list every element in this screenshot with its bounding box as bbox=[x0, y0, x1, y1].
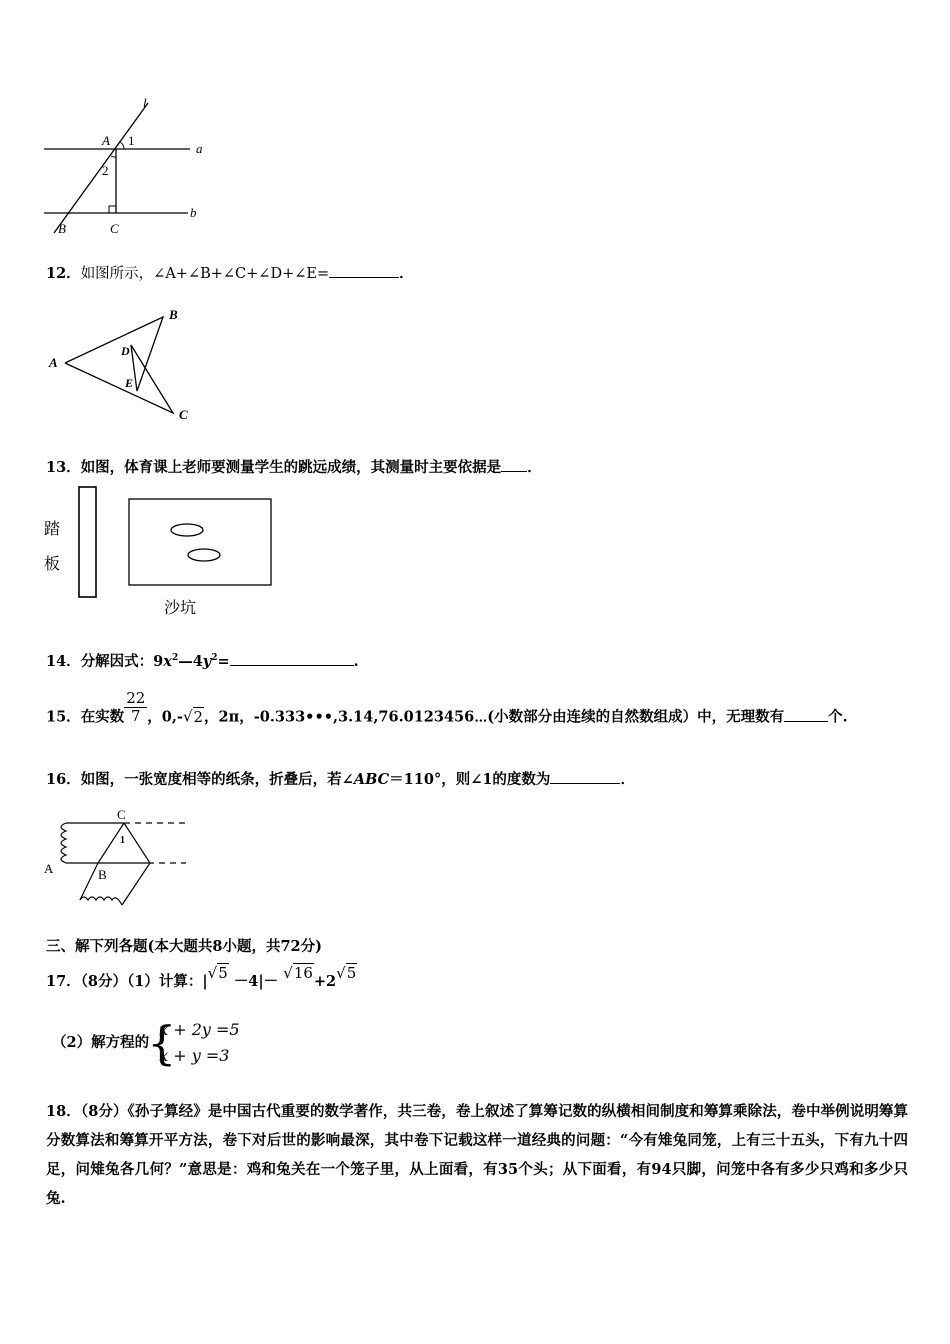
sqrt-5-b: √5 bbox=[336, 964, 357, 982]
question-14-minus: —4 bbox=[178, 653, 203, 670]
label-A: A bbox=[102, 133, 110, 148]
question-18: 18．（8分）《孙子算经》是中国古代重要的数学著作，共三卷，卷上叙述了算筹记数的纵横相间制度和筹算乘除法，卷中举例说明筹算分数算法和筹算开平方法，卷下对后世的影响最深，其中卷下记载这样一道经典的问题：“今有雉兔同笼，上有三十五头，下有九十四足，问雉兔各几何？”意思是：鸡和兔关在一个笼子里，从上面看，有35个头；从下面看，有94只脚，问笼中各有多少只鸡和多少只兔. bbox=[46, 1103, 908, 1207]
board-label-2: 板 bbox=[44, 554, 61, 573]
question-12-end: ． bbox=[399, 265, 414, 282]
label-C: C bbox=[110, 221, 119, 236]
figure-folded-strip bbox=[40, 805, 190, 913]
question-16-text-mid: ＝110°，则∠1的度数为 bbox=[389, 771, 551, 788]
exp-x: 2 bbox=[171, 653, 179, 664]
answer-blank-15[interactable] bbox=[784, 707, 828, 722]
question-16-number: 16． bbox=[46, 771, 81, 788]
equation-2: x + y =3 bbox=[159, 1046, 230, 1065]
question-14-number: 14． bbox=[46, 653, 81, 670]
answer-blank-16[interactable] bbox=[550, 769, 620, 784]
folded-part-2 bbox=[80, 823, 124, 900]
label-a: a bbox=[196, 141, 203, 156]
question-17-part2-label: （2）解方程的 bbox=[52, 1034, 150, 1051]
label-B: B bbox=[58, 221, 66, 236]
answer-blank-13[interactable] bbox=[501, 457, 527, 472]
label-B: B bbox=[98, 867, 107, 882]
question-14-end: . bbox=[353, 653, 359, 670]
left-brace: { bbox=[147, 1016, 177, 1070]
equation-system bbox=[149, 1017, 240, 1069]
sqrt-16-radicand: 16 bbox=[293, 964, 313, 982]
angle-2-arc bbox=[111, 156, 116, 157]
question-13-number: 13． bbox=[46, 459, 81, 476]
var-y: y bbox=[202, 653, 212, 670]
label-A: A bbox=[49, 355, 58, 370]
figure-star-angles bbox=[45, 305, 205, 425]
question-17-part1: （8分）（1）计算：| bbox=[80, 973, 208, 990]
angle-1-arc bbox=[120, 142, 124, 149]
question-13-end: ． bbox=[527, 459, 542, 476]
figure-long-jump bbox=[76, 485, 276, 601]
sqrt-16: √16 bbox=[283, 964, 313, 982]
question-13 bbox=[46, 456, 542, 477]
question-13-text: 如图，体育课上老师要测量学生的跳远成绩，其测量时主要依据是 bbox=[80, 459, 502, 476]
shape-a-b-e-d-c-a bbox=[65, 317, 173, 413]
question-14 bbox=[46, 650, 359, 671]
question-12-number: 12． bbox=[46, 265, 81, 282]
sqrt-5-b-radicand: 5 bbox=[346, 964, 357, 982]
folded-part bbox=[122, 823, 150, 905]
question-15-text: 在实数 bbox=[80, 708, 125, 726]
label-C: C bbox=[117, 807, 126, 822]
label-A: A bbox=[44, 861, 54, 876]
question-16 bbox=[46, 768, 635, 789]
label-C: C bbox=[179, 407, 188, 422]
question-15-seq1: ，0,- bbox=[147, 708, 183, 726]
footprint-2 bbox=[188, 549, 220, 561]
strip-left-torn-edge bbox=[61, 823, 66, 863]
question-17-part2 bbox=[52, 1017, 240, 1069]
question-15-end: 个. bbox=[828, 708, 848, 726]
sqrt-5-a: √5 bbox=[207, 964, 228, 982]
question-17-minus-4: －4|－ bbox=[233, 973, 279, 990]
label-2: 2 bbox=[102, 163, 109, 178]
equation-1: x + 2y =5 bbox=[159, 1020, 240, 1039]
takeoff-board bbox=[79, 487, 96, 597]
question-12 bbox=[46, 262, 414, 283]
question-15-seq2: ，2π，-0.333•••,3.14,76.0123456⋯(小数部分由连续的自然数组成）中，无理数有 bbox=[204, 708, 785, 726]
question-15-number: 15． bbox=[46, 708, 81, 726]
label-1: 1 bbox=[128, 133, 135, 148]
sand-pit bbox=[129, 499, 271, 585]
question-17 bbox=[46, 964, 357, 991]
angle-abc: ABC bbox=[353, 771, 390, 788]
label-b: b bbox=[190, 205, 197, 220]
board-label-1: 踏 bbox=[44, 519, 61, 538]
label-B: B bbox=[169, 307, 178, 322]
sqrt-2-radicand: 2 bbox=[193, 707, 204, 726]
answer-blank-14[interactable] bbox=[230, 651, 354, 666]
right-angle-mark bbox=[109, 206, 116, 213]
question-17-number: 17． bbox=[46, 973, 81, 990]
question-17-plus-2: +2 bbox=[313, 973, 337, 990]
fraction-22-7 bbox=[124, 690, 147, 725]
question-12-text: 如图所示，∠A+∠B+∠C+∠D+∠E= bbox=[80, 266, 330, 282]
figure-parallel-lines bbox=[40, 95, 220, 245]
question-14-text: 分解因式：9 bbox=[80, 653, 164, 670]
question-16-end: ． bbox=[620, 771, 635, 788]
section-3-title: 三、解下列各题(本大题共8小题，共72分) bbox=[46, 938, 322, 955]
sqrt-5-a-radicand: 5 bbox=[218, 964, 228, 982]
folded-torn-edge bbox=[80, 897, 122, 905]
label-l: l bbox=[143, 95, 147, 110]
var-x: x bbox=[163, 653, 172, 670]
frac-denominator: 7 bbox=[130, 707, 141, 725]
label-1: 1 bbox=[120, 835, 125, 846]
footprint-1 bbox=[171, 524, 203, 536]
question-16-text: 如图，一张宽度相等的纸条，折叠后，若∠ bbox=[80, 771, 354, 788]
question-14-eq: = bbox=[217, 653, 230, 670]
question-15 bbox=[46, 689, 848, 735]
pit-label: 沙坑 bbox=[164, 598, 197, 617]
exp-y: 2 bbox=[211, 653, 218, 664]
frac-numerator: 22 bbox=[126, 689, 146, 707]
label-D: D bbox=[121, 344, 130, 358]
sqrt-2: √2 bbox=[182, 707, 204, 726]
answer-blank-12[interactable] bbox=[329, 263, 399, 278]
label-E: E bbox=[125, 376, 134, 390]
